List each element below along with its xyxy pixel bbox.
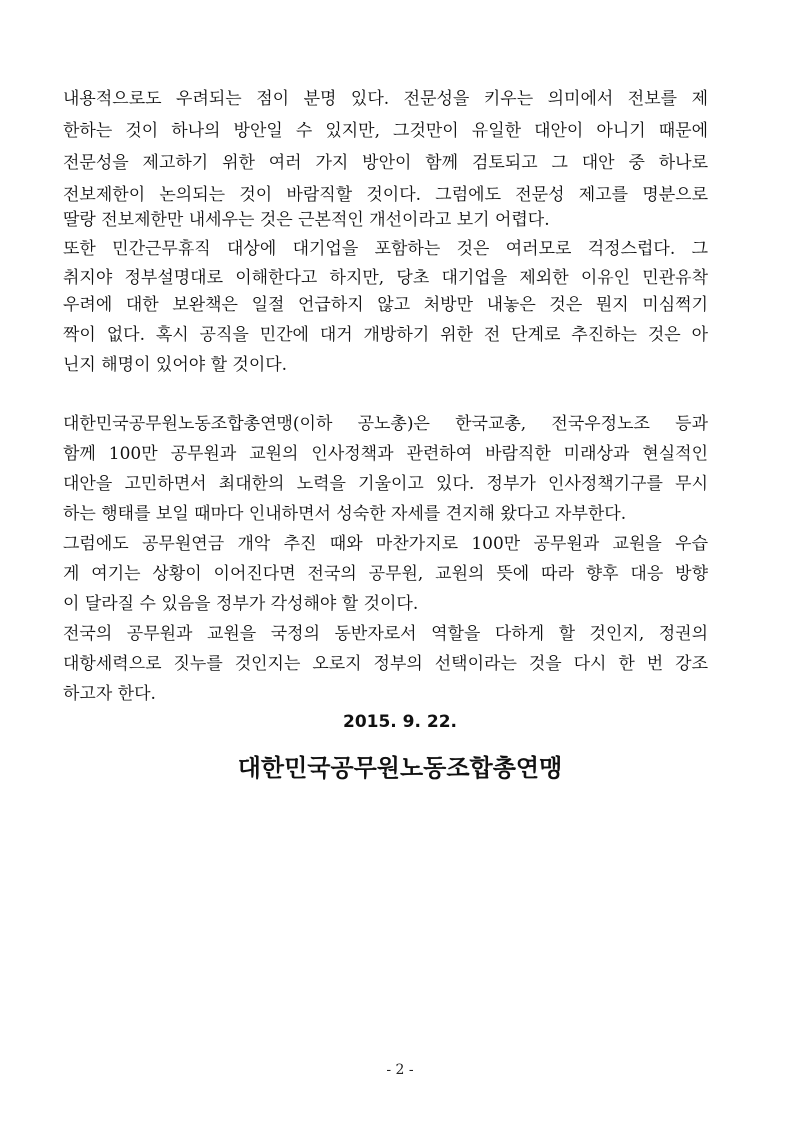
paragraph-5-line-2: 대항세력으로 짓누를 것인지는 오로지 정부의 선택이라는 것을 다시 한 번 강조 xyxy=(63,654,708,674)
paragraph-5-line-1: 전국의 공무원과 교원을 국정의 동반자로서 역할을 다하게 할 것인지, 정권의 xyxy=(63,624,708,644)
paragraph-3-line-2: 함께 100만 공무원과 교원의 인사정책과 관련하여 바람직한 미래상과 현실적인 xyxy=(63,444,708,464)
paragraph-3-line-4: 하는 행태를 보일 때마다 인내하면서 성숙한 자세를 견지해 왔다고 자부한다. xyxy=(63,504,627,524)
organization-signature: 대한민국공무원노동조합총연맹 xyxy=(237,754,563,782)
paragraph-1-line-5: 딸랑 전보제한만 내세우는 것은 근본적인 개선이라고 보기 어렵다. xyxy=(63,210,550,230)
paragraph-1-line-3: 전문성을 제고하기 위한 여러 가지 방안이 함께 검토되고 그 대안 중 하나로 xyxy=(63,153,708,173)
paragraph-4-line-1: 그럼에도 공무원연금 개악 추진 때와 마찬가지로 100만 공무원과 교원을 우습 xyxy=(63,534,708,554)
document-date: 2015. 9. 22. xyxy=(342,712,457,732)
paragraph-1-line-2: 한하는 것이 하나의 방안일 수 있지만, 그것만이 유일한 대안이 아니기 때문에 xyxy=(63,121,708,141)
paragraph-2-line-1: 또한 민간근무휴직 대상에 대기업을 포함하는 것은 여러모로 걱정스럽다. 그 xyxy=(63,239,708,259)
paragraph-2-line-3: 우려에 대한 보완책은 일절 언급하지 않고 처방만 내놓은 것은 뭔지 미심쩍기 xyxy=(63,295,708,315)
paragraph-4-line-3: 이 달라질 수 있음을 정부가 각성해야 할 것이다. xyxy=(63,594,419,614)
paragraph-4-line-2: 게 여기는 상황이 이어진다면 전국의 공무원, 교원의 뜻에 따라 향후 대응 방향 xyxy=(63,564,708,584)
paragraph-2-line-4: 짝이 없다. 혹시 공직을 민간에 대거 개방하기 위한 전 단계로 추진하는 것은 아 xyxy=(63,325,708,345)
paragraph-5-line-3: 하고자 한다. xyxy=(63,684,156,704)
paragraph-1-line-4: 전보제한이 논의되는 것이 바람직할 것이다. 그럼에도 전문성 제고를 명분으로 xyxy=(63,185,708,205)
paragraph-3-line-1: 대한민국공무원노동조합총연맹(이하 공노총)은 한국교총, 전국우정노조 등과 xyxy=(63,414,708,434)
paragraph-1-line-1: 내용적으로도 우려되는 점이 분명 있다. 전문성을 키우는 의미에서 전보를 제 xyxy=(63,89,708,109)
paragraph-2-line-5: 닌지 해명이 있어야 할 것이다. xyxy=(63,355,288,375)
paragraph-3-line-3: 대안을 고민하면서 최대한의 노력을 기울이고 있다. 정부가 인사정책기구를 무시 xyxy=(63,474,708,494)
page-number: - 2 - xyxy=(386,1062,414,1078)
paragraph-2-line-2: 취지야 정부설명대로 이해한다고 하지만, 당초 대기업을 제외한 이유인 민관유착 xyxy=(63,268,708,288)
